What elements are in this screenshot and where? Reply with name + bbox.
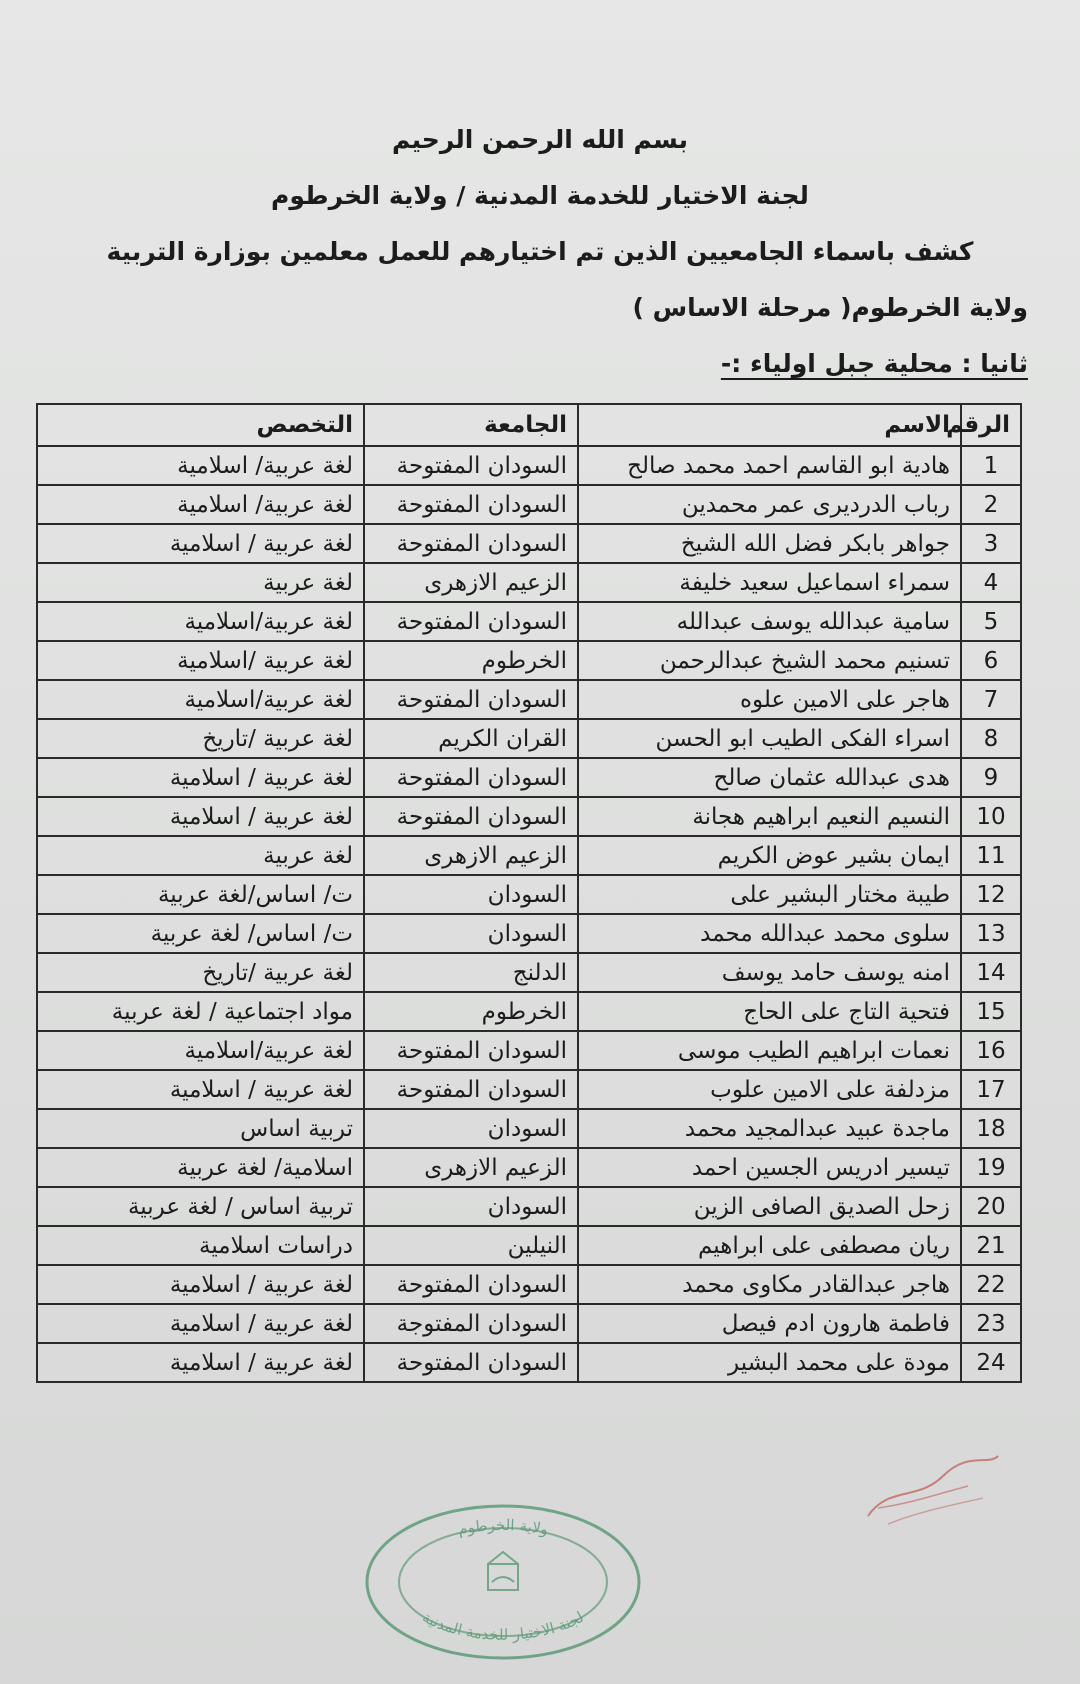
stamp-top-text: ولاية الخرطوم [456,1515,550,1539]
row-number: 3 [961,524,1021,563]
table-row [37,836,1021,875]
row-university: الخرطوم [364,641,578,680]
row-specialization: تربية اساس / لغة عربية [37,1187,364,1226]
row-university: الدلنج [364,953,578,992]
row-specialization: لغة عربية /تاريخ [37,953,364,992]
row-number: 15 [961,992,1021,1031]
table-row [37,719,1021,758]
row-specialization: لغة عربية / اسلامية [37,1265,364,1304]
row-name: امنه يوسف حامد يوسف [578,953,961,992]
row-university: السودان المفتوحة [364,602,578,641]
row-name: تسنيم محمد الشيخ عبدالرحمن [578,641,961,680]
row-university: السودان المفتوحة [364,446,578,485]
row-university: السودان [364,1187,578,1226]
row-specialization: مواد اجتماعية / لغة عربية [37,992,364,1031]
section-title: ثانيا : محلية جبل اولياء :- [720,349,1028,378]
table-row [37,1031,1021,1070]
table-row [37,1226,1021,1265]
row-university: النيلين [364,1226,578,1265]
table-row [37,914,1021,953]
col-header-number: الرقم [961,404,1021,446]
row-specialization: لغة عربية/ اسلامية [37,446,364,485]
row-name: هاجر عبدالقادر مكاوى محمد [578,1265,961,1304]
row-name: ايمان بشير عوض الكريم [578,836,961,875]
table-row [37,1070,1021,1109]
row-name: سلوى محمد عبدالله محمد [578,914,961,953]
table-row [37,953,1021,992]
row-number: 21 [961,1226,1021,1265]
committee-title: لجنة الاختيار للخدمة المدنية / ولاية الخرطوم [271,181,809,210]
table-row [37,485,1021,524]
row-number: 10 [961,797,1021,836]
row-university: السودان المفتوجة [364,1304,578,1343]
row-name: جواهر بابكر فضل الله الشيخ [578,524,961,563]
row-number: 6 [961,641,1021,680]
svg-text:لجنة الاختيار للخدمة المدنية [419,1608,586,1644]
row-university: الزعيم الازهرى [364,1148,578,1187]
row-name: هاجر على الامين علوه [578,680,961,719]
table-row [37,524,1021,563]
row-university: السودان المفتوحة [364,485,578,524]
col-header-specialization: التخصص [37,404,364,446]
table-row [37,680,1021,719]
row-name: طيبة مختار البشير على [578,875,961,914]
table-row [37,797,1021,836]
row-specialization: ت/ اساس/ لغة عربية [37,914,364,953]
row-number: 23 [961,1304,1021,1343]
signature-mark [848,1446,1008,1536]
row-name: هادية ابو القاسم احمد محمد صالح [578,446,961,485]
row-name: ماجدة عبيد عبدالمجيد محمد [578,1109,961,1148]
table-row [37,563,1021,602]
table-row [37,1304,1021,1343]
row-specialization: لغة عربية /تاريخ [37,719,364,758]
row-specialization: اسلامية/ لغة عربية [37,1148,364,1187]
row-name: رباب الدرديرى عمر محمدين [578,485,961,524]
row-number: 17 [961,1070,1021,1109]
row-name: زحل الصديق الصافى الزين [578,1187,961,1226]
row-specialization: لغة عربية / اسلامية [37,1070,364,1109]
row-name: اسراء الفكى الطيب ابو الحسن [578,719,961,758]
col-header-university: الجامعة [364,404,578,446]
row-specialization: ت/ اساس/لغة عربية [37,875,364,914]
row-number: 12 [961,875,1021,914]
row-specialization: دراسات اسلامية [37,1226,364,1265]
row-specialization: لغة عربية / اسلامية [37,758,364,797]
row-number: 4 [961,563,1021,602]
row-number: 11 [961,836,1021,875]
row-university: الزعيم الازهرى [364,563,578,602]
stage-title: ولاية الخرطوم( مرحلة الاساس ) [632,293,1028,322]
row-university: السودان المفتوحة [364,680,578,719]
basmala: بسم الله الرحمن الرحيم [392,125,688,154]
row-university: السودان المفتوحة [364,797,578,836]
row-number: 22 [961,1265,1021,1304]
emblem-icon [488,1552,518,1590]
row-number: 14 [961,953,1021,992]
svg-text:ولاية الخرطوم [456,1516,550,1539]
row-number: 19 [961,1148,1021,1187]
stamp-bottom-text: لجنة الاختيار للخدمة المدنية [419,1607,587,1644]
row-university: السودان المفتوحة [364,1031,578,1070]
table-row [37,1187,1021,1226]
row-name: ريان مصطفى على ابراهيم [578,1226,961,1265]
row-university: السودان المفتوحة [364,1265,578,1304]
table-row [37,875,1021,914]
row-number: 18 [961,1109,1021,1148]
table-row [37,1265,1021,1304]
row-number: 13 [961,914,1021,953]
row-specialization: تربية اساس [37,1109,364,1148]
row-university: السودان [364,1109,578,1148]
list-title: كشف باسماء الجامعيين الذين تم اختيارهم للعمل معلمين بوزارة التربية [106,237,974,266]
row-name: فاطمة هارون ادم فيصل [578,1304,961,1343]
table-row [37,641,1021,680]
document-header [0,112,1080,392]
row-name: سامية عبدالله يوسف عبدالله [578,602,961,641]
row-university: الزعيم الازهرى [364,836,578,875]
row-specialization: لغة عربية/اسلامية [37,602,364,641]
row-number: 5 [961,602,1021,641]
row-university: السودان [364,875,578,914]
table-row [37,992,1021,1031]
row-number: 7 [961,680,1021,719]
table-body [37,446,1021,1382]
row-university: السودان المفتوحة [364,1070,578,1109]
row-university: القران الكريم [364,719,578,758]
row-number: 24 [961,1343,1021,1382]
row-specialization: لغة عربية/ اسلامية [37,485,364,524]
row-specialization: لغة عربية / اسلامية [37,797,364,836]
row-name: مودة على محمد البشير [578,1343,961,1382]
table-row [37,1148,1021,1187]
row-university: السودان المفتوحة [364,524,578,563]
row-name: نعمات ابراهيم الطيب موسى [578,1031,961,1070]
table-row [37,1343,1021,1382]
row-university: السودان المفتوحة [364,758,578,797]
row-university: الخرطوم [364,992,578,1031]
row-name: تيسير ادريس الجسين احمد [578,1148,961,1187]
table-header-row [37,404,1021,446]
table-row [37,1109,1021,1148]
table-row [37,758,1021,797]
row-specialization: لغة عربية / اسلامية [37,1304,364,1343]
row-specialization: لغة عربية / اسلامية [37,1343,364,1382]
table-row [37,602,1021,641]
row-specialization: لغة عربية/اسلامية [37,1031,364,1070]
official-stamp [362,1502,644,1662]
row-specialization: لغة عربية /اسلامية [37,641,364,680]
row-number: 2 [961,485,1021,524]
row-number: 9 [961,758,1021,797]
row-name: سمراء اسماعيل سعيد خليفة [578,563,961,602]
selection-table [36,403,1022,1383]
row-number: 1 [961,446,1021,485]
row-name: النسيم النعيم ابراهيم هجانة [578,797,961,836]
table-row [37,446,1021,485]
row-name: فتحية التاج على الحاج [578,992,961,1031]
row-number: 20 [961,1187,1021,1226]
row-name: مزدلفة على الامين علوب [578,1070,961,1109]
row-specialization: لغة عربية / اسلامية [37,524,364,563]
col-header-name: الاسم [578,404,961,446]
row-specialization: لغة عربية/اسلامية [37,680,364,719]
row-number: 8 [961,719,1021,758]
row-specialization: لغة عربية [37,836,364,875]
row-university: السودان [364,914,578,953]
row-university: السودان المفتوحة [364,1343,578,1382]
row-number: 16 [961,1031,1021,1070]
row-specialization: لغة عربية [37,563,364,602]
row-name: هدى عبدالله عثمان صالح [578,758,961,797]
